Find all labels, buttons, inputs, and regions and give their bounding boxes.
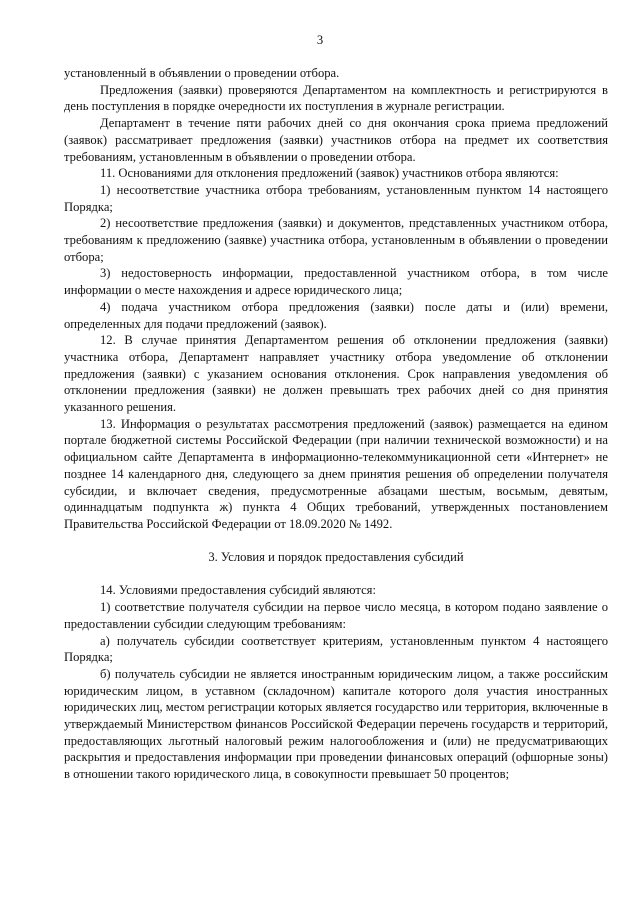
document-body	[64, 65, 608, 783]
page-number: 3	[316, 33, 324, 47]
paragraph-condition-a: а) получатель субсидии соответствует критериям, установленным пунктом 4 настоящего Порядка;	[64, 633, 608, 665]
paragraph-item-12: 12. В случае принятия Департаментом решения об отклонении предложения (заявки) участника отбора, Департамент направляет участнику отбора уведомление об отклонении предложения (заявки) с указанием основания отклонения. Срок направления уведомления об отклонении предложения (заявки) не должен превышать трех рабочих дней со дня принятия указанного решения.	[64, 333, 608, 415]
section-title: 3. Условия и порядок предоставления субсидий	[208, 549, 464, 564]
paragraph-department-review: Департамент в течение пяти рабочих дней со дня окончания срока приема предложений (заявок) рассматривает предложения (заявки) участников отбора на предмет их соответствия требованиям, установленным в объявлении о проведении отбора.	[64, 116, 608, 164]
paragraph-proposals-checked: Предложения (заявки) проверяются Департаментом на комплектность и регистрируются в день поступления в порядке очередности их поступления в журнале регистрации.	[64, 82, 608, 114]
paragraph-item-11: 11. Основаниями для отклонения предложений (заявок) участников отбора являются:	[100, 166, 559, 181]
paragraph-condition-b: б) получатель субсидии не является иностранным юридическим лицом, а также российским юридическим лицом, в уставном (складочном) капитале которого доля участия иностранных юридических лиц, местом регистрации которых является государство или территория, включенные в утверждаемый Министерством финансов Российской Федерации перечень государств и территорий, предоставляющих льготный налоговый режим налогообложения и (или) не предусматривающих раскрытия и предоставления информации при проведении финансовых операций (офшорные зоны) в отношении такого юридического лица, в совокупности превышает 50 процентов;	[64, 666, 608, 782]
paragraph-condition-1: 1) соответствие получателя субсидии на первое число месяца, в котором подано заявление о предоставлении субсидии следующим требованиям:	[64, 600, 608, 631]
paragraph-reason-2: 2) несоответствие предложения (заявки) и документов, представленных участником отбора, требованиям к предложению (заявке) участника отбора, установленным в объявлении о проведении отбора;	[64, 216, 608, 264]
paragraph-item-14: 14. Условиями предоставления субсидий являются:	[100, 583, 376, 598]
paragraph-continuation: установленный в объявлении о проведении отбора.	[64, 66, 340, 80]
paragraph-reason-3: 3) недостоверность информации, предоставленной участником отбора, в том числе информации о месте нахождения и адресе юридического лица;	[64, 266, 608, 298]
paragraph-reason-1: 1) несоответствие участника отбора требованиям, установленным пунктом 14 настоящего Порядка;	[64, 182, 608, 214]
paragraph-item-13: 13. Информация о результатах рассмотрения предложений (заявок) размещается на едином портале бюджетной системы Российской Федерации (при наличии технической возможности) и на официальном сайте Департамента в информационно-телекоммуникационной сети «Интернет» не позднее 14 календарного дня, следующего за днем принятия решения об определении получателя субсидии, и включает сведения, предусмотренные абзацами шестым, восьмым, девятым, одиннадцатым подпункта ж) пункта 4 Общих требований, утвержденных постановлением Правительства Российской Федерации от 18.09.2020 № 1492.	[64, 416, 608, 531]
paragraph-reason-4: 4) подача участником отбора предложения (заявки) после даты и (или) времени, определенных для подачи предложений (заявок).	[64, 299, 608, 331]
